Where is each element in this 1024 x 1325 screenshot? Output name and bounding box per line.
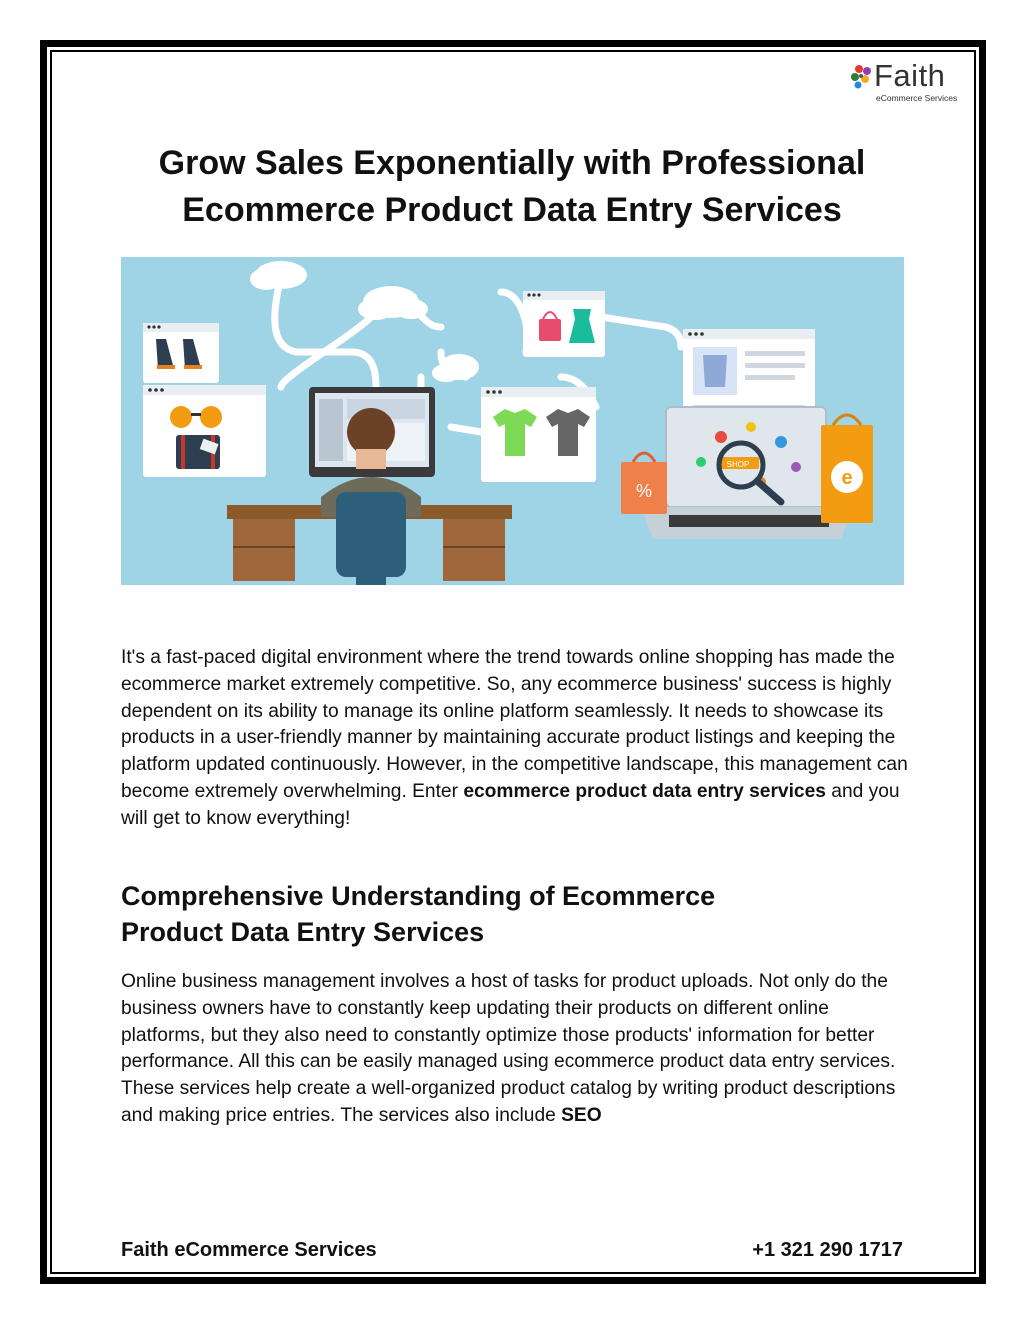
- shoes-window: [143, 323, 219, 383]
- section-heading: [121, 878, 911, 950]
- title-line-2: Ecommerce Product Data Entry Services: [182, 191, 842, 229]
- intro-text: It's a fast-paced digital environment where the trend towards online shopping has made the ecommerce market extremely competitive. So, any ecommerce business' success is highly dependent on its ability to manage its online platform seamlessly. It needs to showcase its products in a user-friendly manner by maintaining accurate product listings and keeping the platform updated continuously. However, in the competitive landscape, this management can become extremely overwhelming. Enter: [121, 647, 908, 802]
- section-paragraph: [121, 969, 911, 1130]
- intro-paragraph: [121, 645, 911, 833]
- intro-bold-text: ecommerce product data entry services: [463, 780, 826, 802]
- footer-company: Faith eCommerce Services: [121, 1239, 377, 1261]
- hero-illustration: [121, 257, 904, 585]
- section-text: Online business management involves a host of tasks for product uploads. Not only do the business owners have to constantly keep updating their products on different online platforms, but they also need to constantly optimize those products' information for better performance. All this can be easily managed using ecommerce product data entry services. These services help create a well-organized product catalog by writing product descriptions and making price entries. The services also include: [121, 971, 896, 1126]
- title-line-1: Grow Sales Exponentially with Professional: [158, 144, 866, 182]
- bag-dress-window: [523, 291, 605, 357]
- section-heading-line-2: Product Data Entry Services: [121, 917, 485, 947]
- screen-shop-word: SHOP: [726, 460, 750, 469]
- sunglasses-window: [143, 385, 266, 477]
- logo-flower-icon: [850, 62, 876, 98]
- page-title: [100, 140, 924, 234]
- bag-e-label: e: [841, 467, 853, 489]
- ecommerce-illustration: [121, 257, 904, 585]
- bag-percent-label: %: [635, 481, 653, 501]
- desk-workstation: [227, 387, 512, 585]
- intro-text-after: and you will get to know everything!: [121, 780, 900, 829]
- faith-logo: [850, 60, 965, 106]
- section-heading-line-1: Comprehensive Understanding of Ecommerce: [121, 881, 716, 911]
- section-bold-text: SEO: [561, 1104, 602, 1126]
- logo-name: Faith: [874, 58, 946, 93]
- footer-phone: +1 321 290 1717: [752, 1239, 903, 1261]
- logo-subtitle: eCommerce Services: [876, 93, 958, 103]
- tshirt-window: [481, 387, 596, 482]
